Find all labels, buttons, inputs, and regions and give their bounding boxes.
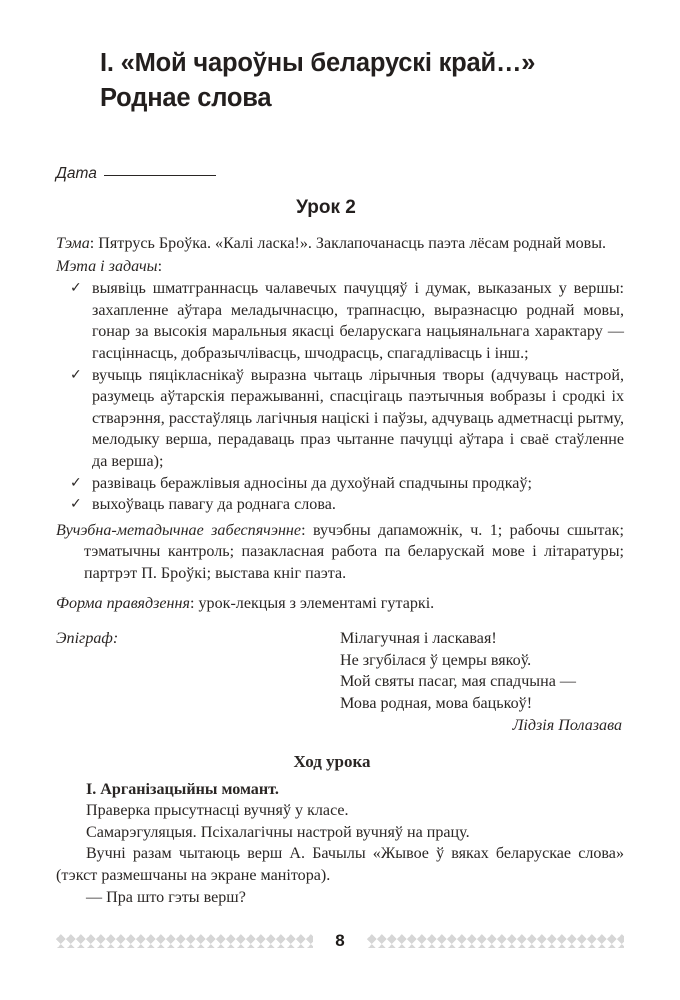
objective-text: выявіць шматграннасць чалавечых пачуццяў і думак, выказаных у вершы: захапленне аўтара меладычнасцю, трапнасцю, выразнасцю роднай мовы, гонар за высокія маральныя якасці беларускага нацыянальнага характару — гасціннасць, добразычлівасць, шчодрасць, спагадлівасць і інш.; [92,280,624,362]
page-footer [0,930,680,952]
field-zabespjachenne [56,520,624,585]
checkmark-icon: ✓ [70,474,82,491]
date-field [56,165,216,183]
field-tema [56,233,624,255]
field-forma [56,593,624,615]
field-forma-text: урок-лекцыя з элементамі гутаркі. [198,594,435,612]
page-number: 8 [335,931,345,950]
objective-text: вучыць пяцікласнікаў выразна чытаць лірычныя творы (адчуваць настрой, разумець аўтарскія перажыванні, спасцігаць паэтычныя вобразы і сродкі іх стварэння, расстаўляць лагічныя націскі і паўзы, адчуваць адметнасці рытму, мелодыку верша, перадаваць праз чытанне пачуцці аўтара і сваё стаўленне да верша); [92,366,624,470]
lesson-flow-heading: Ход урока [293,752,371,772]
date-field-blank-line[interactable] [104,174,216,176]
field-forma-label: Форма правядзення [56,594,190,612]
stage-1-title: I. Арганізацыйны момант. [86,780,279,798]
lesson-heading: Урок 2 [296,197,356,218]
diamond-lattice-ornament-icon [56,934,313,948]
epigraph-label-text: Эпіграф [56,630,113,648]
epigraph-block [56,628,624,737]
list-item [70,473,624,495]
spacer [56,615,624,622]
field-meta-label: Мэта і задачы [56,257,158,275]
checkmark-icon: ✓ [70,496,82,513]
epigraph-lines [340,628,624,737]
field-meta-separator: : [157,257,163,275]
epigraph-line: Мой святы пасаг, мая спадчына — [340,673,576,691]
list-item [70,365,624,473]
objective-text: развіваць беражлівыя адносіны да духоўнай спадчыны продкаў; [92,474,532,492]
field-zabespjachenne-label: Вучэбна-метадычнае забеспячэнне [56,521,302,539]
diamond-lattice-ornament-icon [367,934,624,948]
stage-1-line: Праверка прысутнасці вучняў у класе. [86,802,349,820]
page-title-line-1: I. «Мой чароўны беларускі край…» [100,49,536,77]
epigraph-label-separator: : [112,630,119,648]
field-zabespjachenne-separator: : [301,521,313,539]
field-forma-separator: : [189,594,199,612]
page-title-line-2: Роднае слова [100,84,272,112]
epigraph-author: Лідзія Полазава [512,717,622,735]
field-tema-label: Тэма [56,235,90,252]
epigraph-line: Мілагучная і ласкавая! [340,630,497,648]
field-tema-separator: : [89,235,99,252]
epigraph-label [56,628,118,650]
stage-1-question: — Пра што гэты верш? [86,888,246,906]
field-zabespjachenne-text: вучэбны дапаможнік, ч. 1; рабочы сшытак; тэматычны кантроль; пазакласная работа па беларускай мове і літаратуры; партрэт П. Броўкі; выстава кніг паэта. [84,521,624,582]
checkmark-icon: ✓ [70,280,82,297]
objectives-list [56,278,624,516]
epigraph-line: Мова родная, мова бацькоў! [340,694,533,712]
list-item [70,494,624,516]
list-item [70,278,624,364]
checkmark-icon: ✓ [70,366,82,383]
page-body [56,233,624,908]
date-field-label: Дата [56,165,97,182]
stage-1-paragraph: Вучні разам чытаюць верш А. Бачылы «Жывое ў вяках беларускае слова» (тэкст размешчаны на экране манітора). [56,845,624,885]
field-tema-text: Пятрусь Броўка. «Калі ласка!». Заклапочанасць паэта лёсам роднай мовы. [98,235,607,252]
page-title [56,46,626,116]
epigraph-line: Не згубілася ў цемры вякоў. [340,651,532,669]
spacer [56,586,624,593]
stage-1-line: Самарэгуляцыя. Псіхалагічны настрой вучняў на працу. [86,823,470,841]
objective-text: выхоўваць павагу да роднага слова. [92,496,336,514]
field-meta [56,256,624,278]
